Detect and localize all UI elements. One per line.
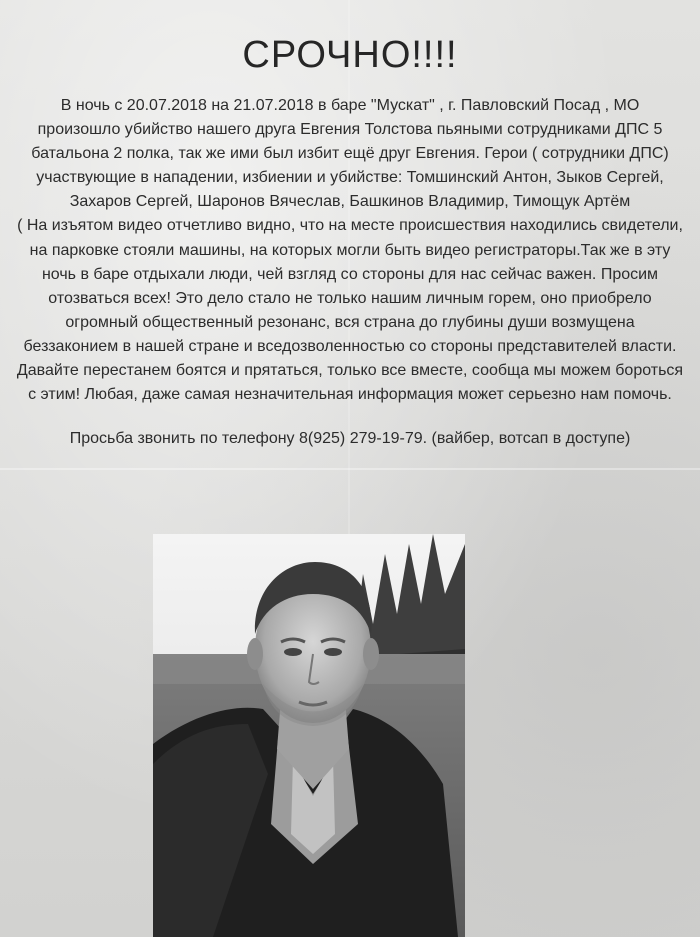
body-line: В ночь с 20.07.2018 на 21.07.2018 в баре "Мускат" , г. Павловский Посад , МО	[60, 97, 640, 114]
contact-phone-line: Просьба звонить по телефону 8(925) 279-19-79. (вайбер, вотсап в доступе)	[69, 430, 631, 447]
body-line: на парковке стояли машины, на которых могли быть видео регистраторы.Так же в эту	[29, 241, 671, 259]
victim-photo	[153, 534, 465, 937]
body-line: Захаров Сергей, Шаронов Вячеслав, Башкинов Владимир, Тимощук Артём	[69, 193, 631, 211]
paper-crease	[0, 468, 700, 470]
body-line: батальона 2 полка, так же ими был избит ещё друг Евгения. Герои ( сотрудники ДПС)	[31, 145, 669, 163]
body-line: произошло убийство нашего друга Евгения Толстова пьяными сотрудниками ДПС 5	[37, 121, 663, 139]
poster-title: СРОЧНО!!!!	[242, 34, 458, 76]
body-line: отозваться всех! Это дело стало не только нашим личным горем, оно приобрело	[48, 289, 652, 307]
body-line: ( На изъятом видео отчетливо видно, что на месте происшествия находились свидетели,	[17, 217, 683, 235]
body-line: Давайте перестанем боятся и прятаться, только все вместе, сообща мы можем бороться	[16, 362, 684, 380]
body-line: ночь в баре отдыхали люди, чей взгляд со стороны для нас сейчас важен. Просим	[41, 265, 659, 283]
body-line: огромный общественный резонанс, вся страна до глубины души возмущена	[65, 313, 635, 331]
body-line: с этим! Любая, даже самая незначительная информация может серьезно нам помочь.	[28, 386, 672, 404]
body-line: участвующие в нападении, избиении и убийстве: Томшинский Антон, Зыков Сергей,	[36, 169, 664, 187]
poster-body	[8, 94, 692, 407]
body-line: беззаконием в нашей стране и вседозволенностью со стороны представителей власти.	[23, 337, 677, 355]
